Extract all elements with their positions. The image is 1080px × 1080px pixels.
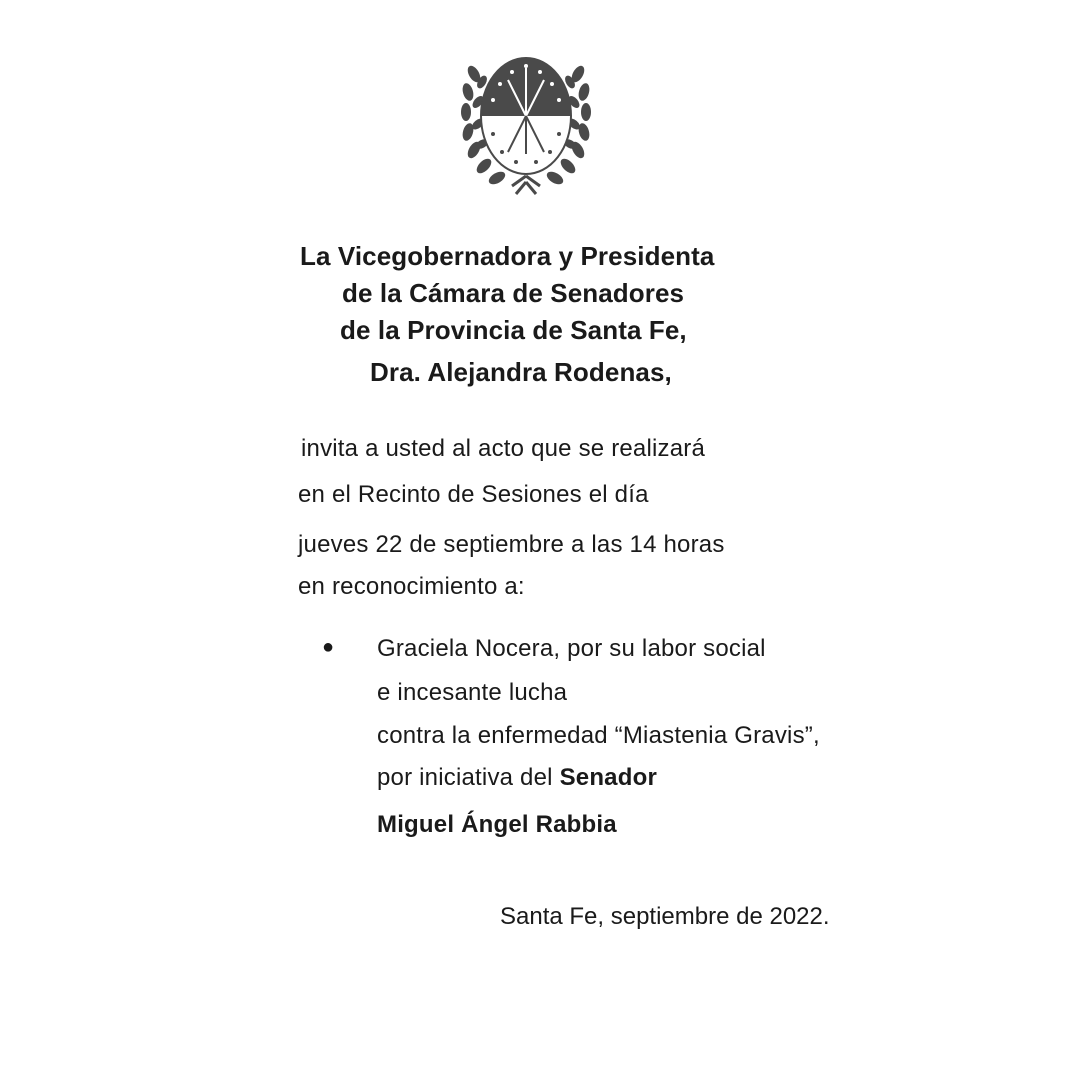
bullet-icon: ● bbox=[322, 636, 335, 658]
header-line-2: de la Cámara de Senadores bbox=[342, 278, 685, 308]
senator-title: Senador bbox=[559, 764, 657, 791]
header-line-3: de la Provincia de Santa Fe, bbox=[340, 315, 687, 345]
invitation-line-3: jueves 22 de septiembre a las 14 horas bbox=[298, 531, 725, 558]
honoree-line-1: Graciela Nocera, por su labor social bbox=[377, 635, 766, 662]
invitation-line-4: en reconocimiento a: bbox=[298, 573, 525, 600]
header-line-4: Dra. Alejandra Rodenas, bbox=[370, 357, 672, 387]
header-line-1: La Vicegobernadora y Presidenta bbox=[300, 241, 715, 271]
invitation-line-1: invita a usted al acto que se realizará bbox=[301, 435, 706, 462]
closing-place-date: Santa Fe, septiembre de 2022. bbox=[500, 903, 830, 930]
senator-name: Miguel Ángel Rabbia bbox=[377, 811, 617, 838]
honoree-line-4 bbox=[377, 764, 657, 792]
honoree-line-2: e incesante lucha bbox=[377, 679, 568, 706]
coat-of-arms-icon bbox=[460, 44, 592, 204]
invitation-line-2: en el Recinto de Sesiones el día bbox=[298, 481, 649, 508]
honoree-line-4-prefix: por iniciativa del bbox=[377, 764, 560, 791]
honoree-line-3: contra la enfermedad “Miastenia Gravis”, bbox=[377, 722, 820, 749]
